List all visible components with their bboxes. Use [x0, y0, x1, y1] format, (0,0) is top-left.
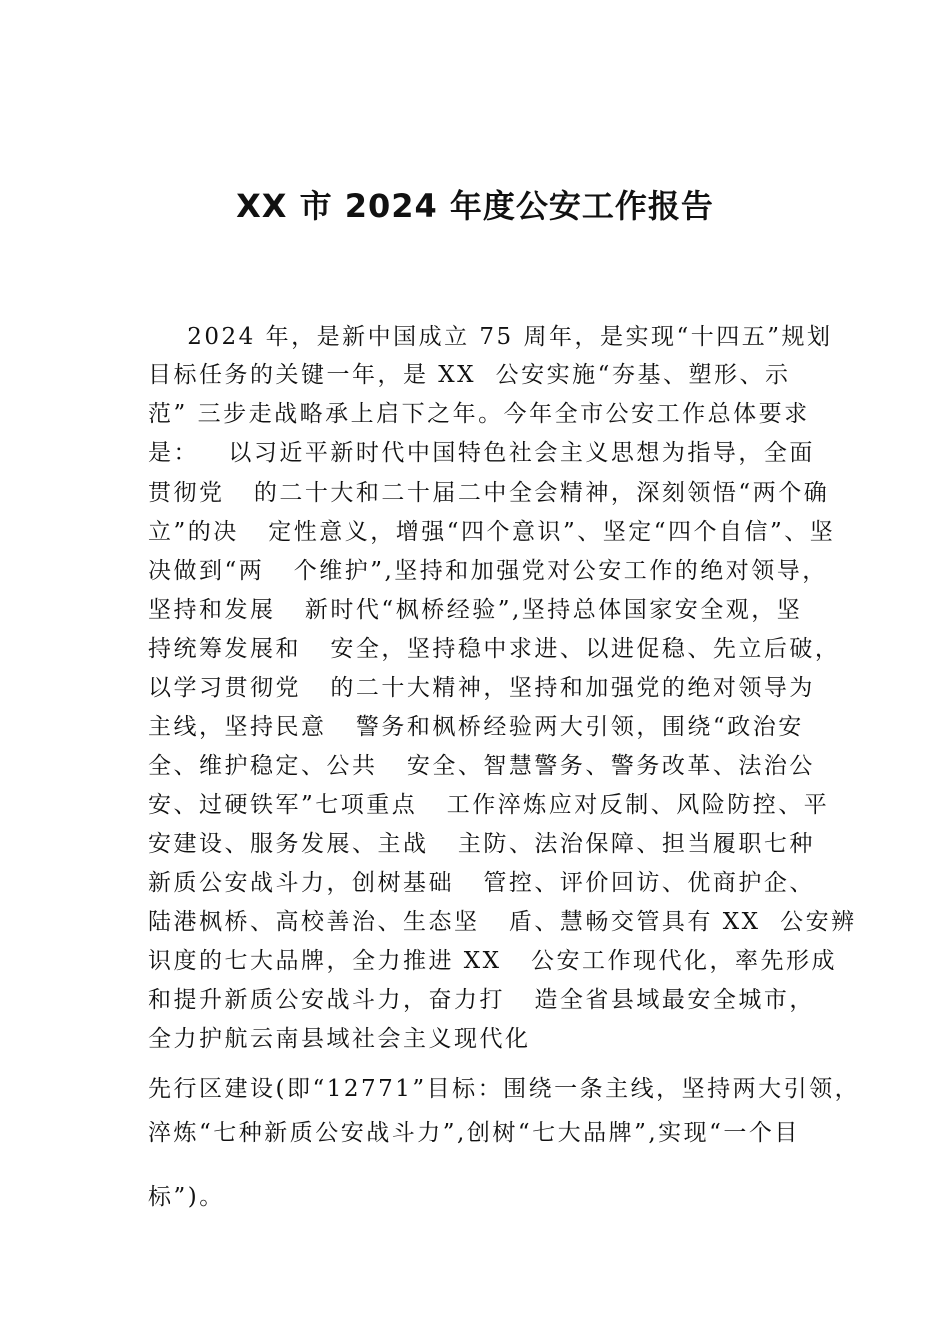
- body-line-11: 主线，坚持民意 警务和枫桥经验两大引领，围绕“政治安: [148, 714, 804, 740]
- body-line-4: 是： 以习近平新时代中国特色社会主义思想为指导，全面: [148, 440, 815, 466]
- body-line-3: 范” 三步走战略承上启下之年。今年全市公安工作总体要求: [148, 401, 810, 427]
- body-line-13: 安、过硬铁军”七项重点 工作淬炼应对反制、风险防控、平: [148, 792, 830, 818]
- body-line-7: 决做到“两 个维护”,坚持和加强党对公安工作的绝对领导，: [148, 558, 828, 584]
- body-line-1: 2024 年，是新中国成立 75 周年，是实现“十四五”规划: [148, 324, 833, 350]
- body-line-14: 安建设、服务发展、主战 主防、法治保障、担当履职七种: [148, 831, 815, 857]
- body-line-18: 和提升新质公安战斗力，奋力打 造全省县域最安全城市，: [148, 987, 815, 1013]
- body-line-10: 以学习贯彻党 的二十大精神，坚持和加强党的绝对领导为: [148, 675, 815, 701]
- body-line-5: 贯彻党 的二十大和二十届二中全会精神，深刻领悟“两个确: [148, 480, 830, 506]
- body-line-19: 全力护航云南县域社会主义现代化: [148, 1026, 531, 1052]
- body-line-9: 持统筹发展和 安全，坚持稳中求进、以进促稳、先立后破，: [148, 636, 841, 662]
- body-line-8: 坚持和发展 新时代“枫桥经验”,坚持总体国家安全观，坚: [148, 597, 803, 623]
- body-line-6: 立”的决 定性意义，增强“四个意识”、坚定“四个自信”、坚: [148, 519, 836, 545]
- tail-line-1: 先行区建设(即“12771”目标：围绕一条主线，坚持两大引领，: [148, 1076, 861, 1102]
- body-line-12: 全、维护稳定、公共 安全、智慧警务、警务改革、法治公: [148, 753, 815, 779]
- body-line-17: 识度的七大品牌，全力推进 XX 公安工作现代化，率先形成: [148, 948, 837, 974]
- body-line-2: 目标任务的关键一年，是 XX 公安实施“夯基、塑形、示: [148, 362, 791, 388]
- tail-line-3: 标”)。: [148, 1184, 225, 1210]
- body-line-16: 陆港枫桥、高校善治、生态坚 盾、慧畅交管具有 XX 公安辨: [148, 909, 857, 935]
- document-title: XX 市 2024 年度公安工作报告: [236, 187, 714, 225]
- body-line-15: 新质公安战斗力，创树基础 管控、评价回访、优商护企、: [148, 870, 815, 896]
- tail-line-2: 淬炼“七种新质公安战斗力”,创树“七大品牌”,实现“一个目: [148, 1120, 800, 1146]
